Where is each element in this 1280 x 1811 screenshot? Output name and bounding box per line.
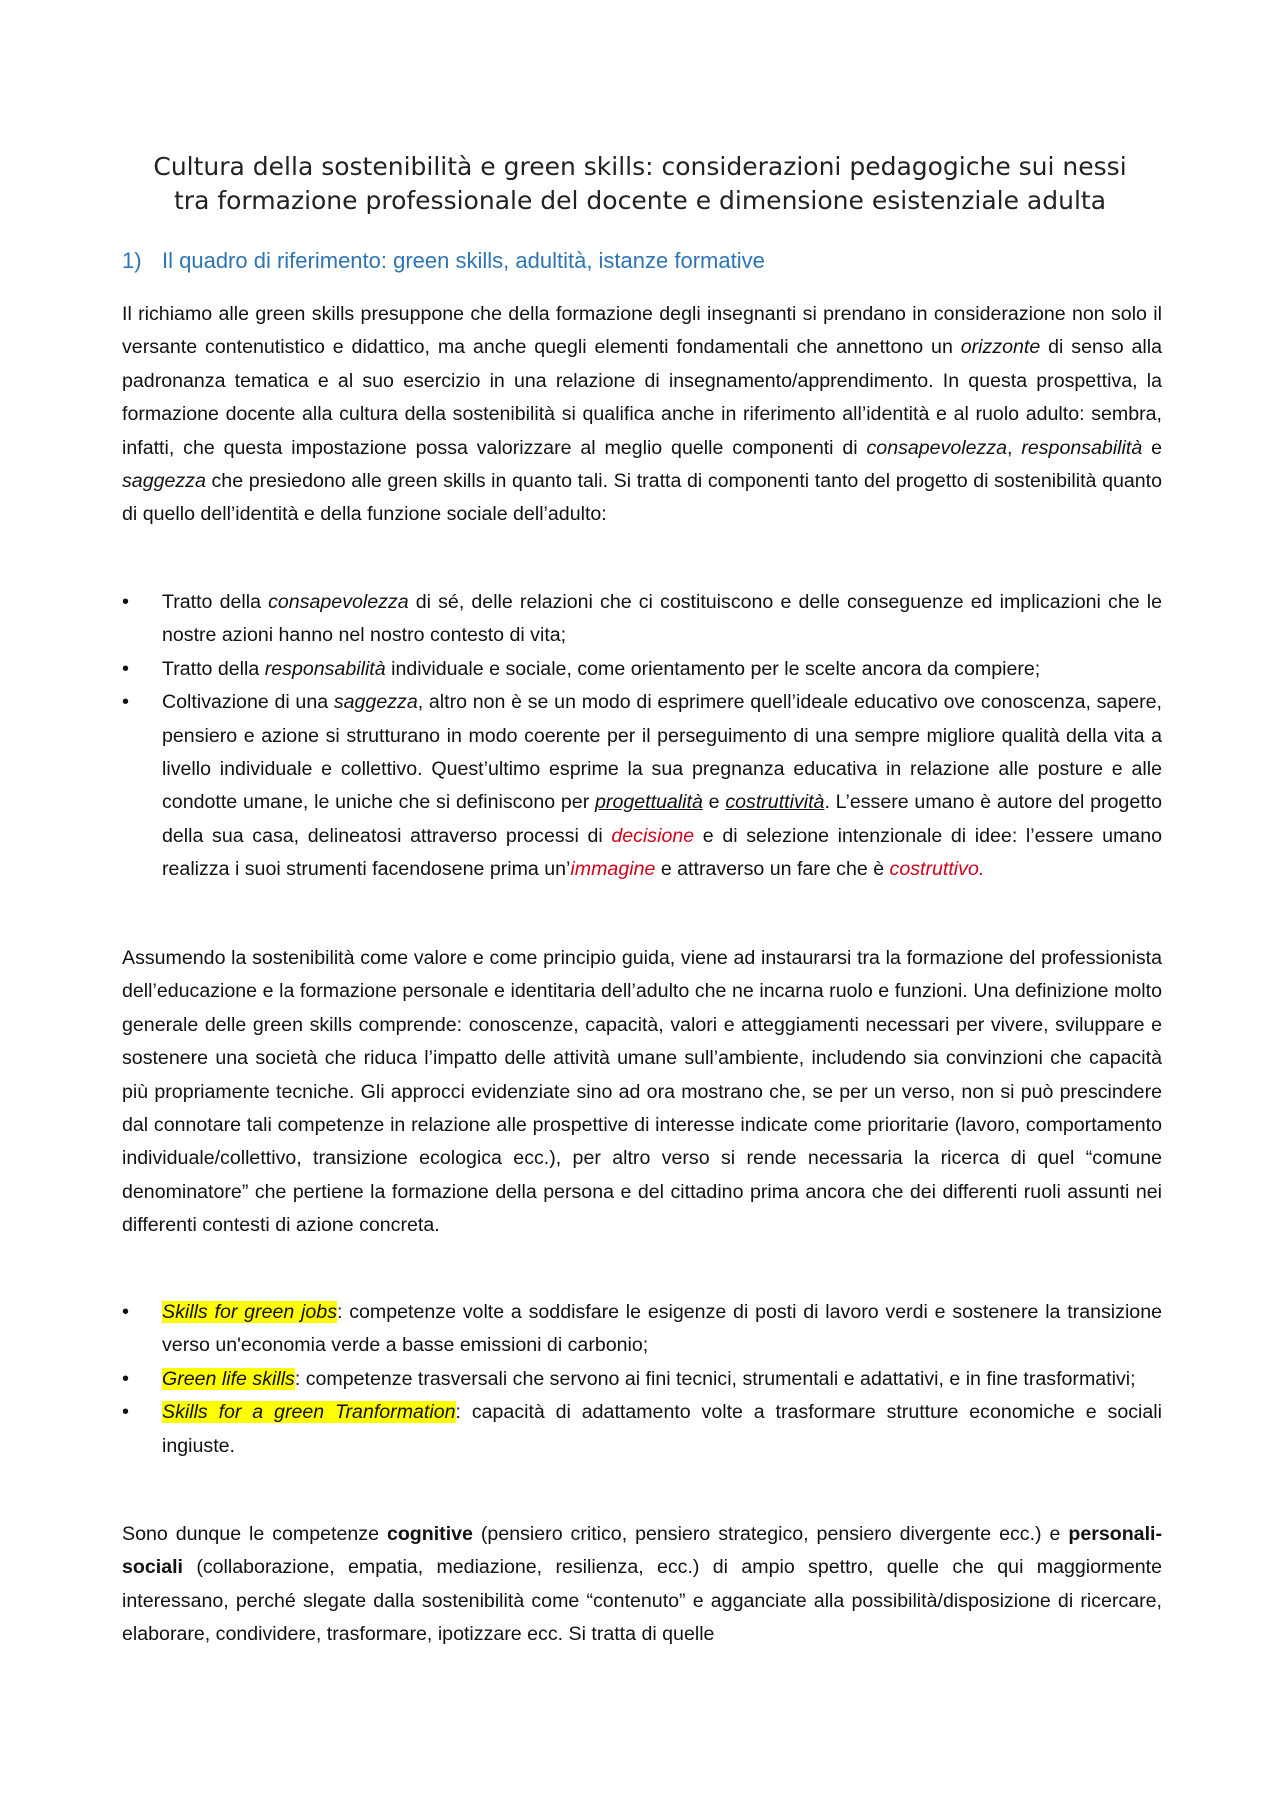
list-item bbox=[122, 1396, 1162, 1463]
section-heading bbox=[122, 246, 765, 276]
title-line-1: Cultura della sostenibilità e green skills: considerazioni pedagogiche sui nessi bbox=[153, 152, 1127, 181]
list-item bbox=[122, 1296, 1162, 1363]
p1-text-e: , bbox=[1007, 436, 1022, 459]
underlined-costruttivita: costruttività bbox=[725, 791, 825, 814]
p1-text-i: che presiedono alle green skills in quanto tali. Si tratta di componenti tanto del progetto di sostenibilità quanto di quello dell’identità e della funzione sociale dell’adulto: bbox=[122, 470, 1162, 526]
list-text: : competenze volte a soddisfare le esigenze di posti di lavoro verdi e sostenere la transizione verso un'economia verde a basse emissioni di carbonio; bbox=[162, 1301, 1162, 1357]
list-text: di sé, delle relazioni che ci costituiscono e delle conseguenze ed implicazioni che le nostre azioni hanno nel nostro contesto di vita; bbox=[162, 591, 1162, 647]
list-text: e attraverso un fare che è bbox=[655, 858, 890, 881]
p3-text-c: (pensiero critico, pensiero strategico, pensiero divergente ecc.) e bbox=[472, 1523, 1069, 1545]
bullet-icon: • bbox=[122, 591, 130, 613]
list-text: Tratto della bbox=[162, 657, 265, 680]
p1-text-c: di senso alla padronanza tematica e al suo esercizio in una relazione di insegnamento/apprendimento. In questa prospettiva, la formazione docente alla cultura della sostenibilità si qualifica anche in riferimento all’identità e al ruolo adulto: sembra, infatti, che questa impostazione possa valorizzare al meglio quelle componenti di bbox=[122, 336, 1162, 459]
p1-emph-responsabilita: responsabilità bbox=[1021, 436, 1143, 459]
p1-emph-saggezza: saggezza bbox=[122, 470, 206, 493]
p3-text-a: Sono dunque le competenze bbox=[122, 1523, 387, 1545]
list-text: e bbox=[702, 791, 726, 814]
list-text: e di selezione intenzionale di idee: l’essere umano realizza i suoi strumenti facendosene prima un’ bbox=[162, 824, 1162, 881]
list-item bbox=[122, 586, 1162, 653]
underlined-progettualita: progettualità bbox=[595, 791, 703, 814]
bullet-icon: • bbox=[122, 1301, 130, 1323]
list-text: individuale e sociale, come orientamento per le scelte ancora da compiere; bbox=[385, 657, 1041, 680]
red-emph-costruttivo: costruttivo. bbox=[889, 858, 985, 881]
bold-personali-sociali: personali-sociali bbox=[122, 1523, 1162, 1579]
list-emph: saggezza bbox=[333, 691, 418, 714]
list-item bbox=[122, 686, 1162, 886]
title-line-2: tra formazione professionale del docente e dimensione esistenziale adulta bbox=[173, 186, 1107, 215]
bold-cognitive: cognitive bbox=[386, 1523, 473, 1545]
paragraph-1 bbox=[122, 298, 1162, 532]
bullet-list-1 bbox=[122, 586, 1162, 887]
red-emph-immagine: immagine bbox=[570, 858, 656, 881]
section-number: 1) bbox=[122, 248, 142, 273]
bullet-icon: • bbox=[122, 1367, 130, 1390]
list-emph: consapevolezza bbox=[268, 591, 409, 613]
p1-emph-orizzonte: orizzonte bbox=[960, 336, 1041, 359]
document-title bbox=[110, 150, 1170, 218]
list-text: . L’essere umano è autore del progetto della sua casa, delineatosi attraverso processi di bbox=[162, 791, 1163, 847]
section-heading-text: Il quadro di riferimento: green skills, adultità, istanze formative bbox=[162, 248, 765, 273]
bullet-list-2 bbox=[122, 1296, 1162, 1463]
bullet-icon: • bbox=[122, 1401, 130, 1424]
bullet-icon: • bbox=[122, 657, 130, 680]
p1-text-a: Il richiamo alle green skills presuppone che della formazione degli insegnanti si prendano in considerazione non solo il versante contenutistico e didattico, ma anche quegli elementi fondamentali che annettono un bbox=[122, 303, 1162, 359]
list-text: : competenze trasversali che servono ai fini tecnici, strumentali e adattativi, e in fine trasformativi; bbox=[294, 1367, 1136, 1390]
highlighted-term: Green life skills bbox=[162, 1367, 295, 1390]
highlighted-term: Skills for green jobs bbox=[162, 1301, 337, 1323]
list-item bbox=[122, 653, 1162, 686]
paragraph-2: Assumendo la sostenibilità come valore e come principio guida, viene ad instaurarsi tra la formazione del professionista dell’educazione e la formazione personale e identitaria dell’adulto che ne incarna ruolo e funzioni. Una definizione molto generale delle green skills comprende: conoscenze, capacità, valori e atteggiamenti necessari per vivere, sviluppare e sostenere una società che riduca l’impatto delle attività umane sull’ambiente, includendo sia convinzioni che capacità più propriamente tecniche. Gli approcci evidenziate sino ad ora mostrano che, se per un verso, non si può prescindere dal connotare tali competenze in relazione alle prospettive di interesse indicate come prioritarie (lavoro, comportamento individuale/collettivo, transizione ecologica ecc.), per altro verso si rende necessaria la ricerca di quel “comune denominatore” che pertiene la formazione della persona e del cittadino prima ancora che dei differenti ruoli assunti nei differenti contesti di azione concreta. bbox=[122, 947, 1162, 1237]
list-text: : capacità di adattamento volte a trasformare strutture economiche e sociali ingiuste. bbox=[162, 1401, 1162, 1457]
list-text: , altro non è se un modo di esprimere quell’ideale educativo ove conoscenza, sapere, pensiero e azione si strutturano in modo coerente per il perseguimento di una sempre migliore qualità della vita a livello individuale e collettivo. Quest’ultimo esprime la sua pregnanza educativa in relazione alle posture e alle condotte umane, le uniche che si definiscono per bbox=[162, 691, 1162, 814]
p1-text-g: e bbox=[1142, 436, 1162, 459]
list-item bbox=[122, 1363, 1162, 1396]
list-emph: responsabilità bbox=[264, 657, 386, 680]
paragraph-3 bbox=[122, 1518, 1162, 1652]
p3-text-e: (collaborazione, empatia, mediazione, resilienza, ecc.) di ampio spettro, quelle che qui maggiormente interessano, perché slegate dalla sostenibilità come “contenuto” e agganciate alla possibilità/disposizione di ricercare, elaborare, condividere, trasformare, ipotizzare ecc. Si tratta di quelle bbox=[122, 1556, 1162, 1646]
bullet-icon: • bbox=[122, 691, 130, 714]
p1-emph-consapevolezza: consapevolezza bbox=[866, 436, 1008, 459]
highlighted-term: Skills for a green Tranformation bbox=[162, 1401, 456, 1424]
list-text: Coltivazione di una bbox=[162, 691, 334, 714]
red-emph-decisione: decisione bbox=[611, 824, 695, 847]
list-text: Tratto della bbox=[162, 591, 269, 613]
